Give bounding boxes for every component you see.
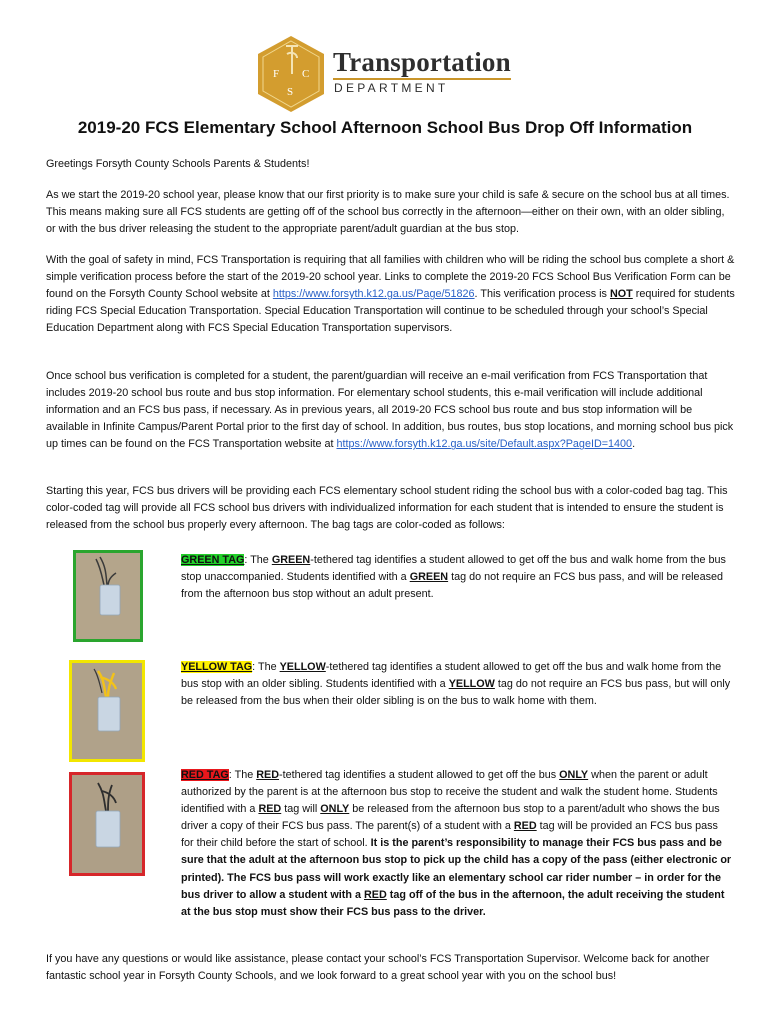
red-bag-tag-photo <box>69 772 145 876</box>
yellow-bag-tag-photo <box>69 660 145 762</box>
tag-text: tag will be provided an FCS bus pass for their child before the start of school. <box>181 820 718 850</box>
only-emphasis: ONLY <box>320 803 350 816</box>
para3-text: Once school bus verification is completed for a student, the parent/guardian will receive an e-mail verification from FCS Transportation that includes 2019-20 school bus route and bus stop information. For elementary school students, this e-mail verification will include additional information and an FCS bus pass, if necessary. As in previous years, all 2019-20 FCS school bus route and bus stop information will be available in Infinite Campus/Parent Portal prior to the first day of school. In addition, bus routes, bus stop locations, and morning school bus pick up times can be found on the FCS Transportation website at <box>46 370 734 451</box>
para2-text: . This verification process is <box>474 288 610 301</box>
logo-title: Transportation <box>333 47 511 77</box>
document-title: 2019-20 FCS Elementary School Afternoon School Bus Drop Off Information <box>77 118 693 137</box>
logo-divider <box>333 78 511 80</box>
not-emphasis: NOT <box>609 288 633 301</box>
greeting: Greetings Forsyth County Schools Parents & Students! <box>46 158 310 170</box>
para2-text: required for students riding FCS Special Education Transportation. Special Education Transportation will continue to be scheduled through your school’s Special Education Department along with FCS Special Education Transportation supervisors. <box>46 288 735 335</box>
tag-text: tag do not require an FCS bus pass, but will only be released from the bus when their older sibling is on the bus to walk home with them. <box>181 678 731 708</box>
tag-text: tag will <box>281 803 321 816</box>
tag-text: be released from the afternoon bus stop to a parent/adult who shows the bus driver a copy of their FCS bus pass. The parent(s) of a student with a <box>181 803 720 833</box>
closing-paragraph: If you have any questions or would like assistance, please contact your school’s FCS Transportation Supervisor. Welcome back for another fantastic school year in Forsyth County Schools, and we look forward to a great school year with you on the school bus! <box>46 953 710 983</box>
green-tag-label: GREEN TAG <box>181 554 245 566</box>
svg-text:S: S <box>287 86 294 98</box>
red-tag-description <box>181 767 733 921</box>
para2-text: With the goal of safety in mind, FCS Transportation is requiring that all families with children who will be riding the school bus complete a short & simple verification process before the start of the 2019-20 school year. Links to complete the 2019-20 FCS School Bus Verification Form can be found on the Forsyth County School website at <box>46 254 735 301</box>
tag-text: -tethered tag identifies a student allowed to get off the bus <box>279 769 560 781</box>
tag-text: -tethered tag identifies a student allowed to get off the bus and walk home from the bus stop unaccompanied. Students identified with a <box>181 554 726 584</box>
bus-pass-responsibility: tag off of the bus in the afternoon, the adult receiving the student at the bus stop must show their FCS bus pass to the driver. <box>181 888 725 918</box>
para3-text: . <box>632 438 636 451</box>
color-word: GREEN <box>271 554 311 566</box>
color-word: RED <box>513 820 537 833</box>
bus-pass-responsibility: It is the parent’s responsibility to manage their FCS bus pass and be sure that the adult at the afternoon bus stop to pick up the child has a copy of the pass (either electronic or printed). The FCS bus pass will work exactly like an elementary school car rider number – in order for the bus driver to allow a student with a <box>181 837 732 901</box>
color-word: YELLOW <box>279 661 326 673</box>
tag-text: tag do not require an FCS bus pass, and will be released from the afternoon bus stop without an adult present. <box>181 571 723 601</box>
red-tag-label: RED TAG <box>181 769 229 781</box>
green-tag-description <box>181 552 733 603</box>
tag-text: -tethered tag identifies a student allowed to get off the bus and walk home from the bus stop with an older sibling. Students identified with a <box>181 661 722 691</box>
color-word: RED <box>258 803 282 816</box>
svg-text:F: F <box>273 68 280 80</box>
bag-tag-intro-paragraph: Starting this year, FCS bus drivers will be providing each FCS elementary school student riding the school bus with a color-coded bag tag. This color-coded tag will provide all FCS school bus drivers with individualized information for each student that is intended to ensure the student is released from the school bus properly every afternoon. The bag tags are color-coded as follows: <box>46 485 728 532</box>
yellow-tag-label: YELLOW TAG <box>181 661 253 673</box>
yellow-tag-description <box>181 659 733 710</box>
tag-text: : The <box>228 769 257 781</box>
fcs-logo-icon <box>256 34 326 114</box>
only-emphasis: ONLY <box>559 769 589 781</box>
logo-subtitle: DEPARTMENT <box>334 81 449 95</box>
route-info-paragraph <box>46 368 736 453</box>
green-bag-tag-photo <box>73 550 143 642</box>
verification-link[interactable]: https://www.forsyth.k12.ga.us/Page/51826 <box>272 288 475 301</box>
tag-text: when the parent or adult authorized by the parent is at the afternoon bus stop to receive the student and walk the student home. Students identified with a <box>181 769 718 816</box>
verification-paragraph <box>46 252 736 337</box>
svg-text:C: C <box>302 68 310 80</box>
tag-text: : The <box>252 661 280 673</box>
color-word: RED <box>363 888 387 901</box>
color-word: GREEN <box>409 571 449 584</box>
tag-text: : The <box>244 554 272 566</box>
transportation-website-link[interactable]: https://www.forsyth.k12.ga.us/site/Default.aspx?PageID=1400 <box>336 438 633 451</box>
color-word: YELLOW <box>448 678 495 691</box>
intro-paragraph: As we start the 2019-20 school year, please know that our first priority is to make sure your child is safe & secure on the school bus at all times. This means making sure all FCS students are getting off of the school bus correctly in the afternoon—either on their own, with an older sibling, or with the bus driver releasing the student to the appropriate parent/adult guardian at the bus stop. <box>46 189 730 236</box>
color-word: RED <box>256 769 280 781</box>
